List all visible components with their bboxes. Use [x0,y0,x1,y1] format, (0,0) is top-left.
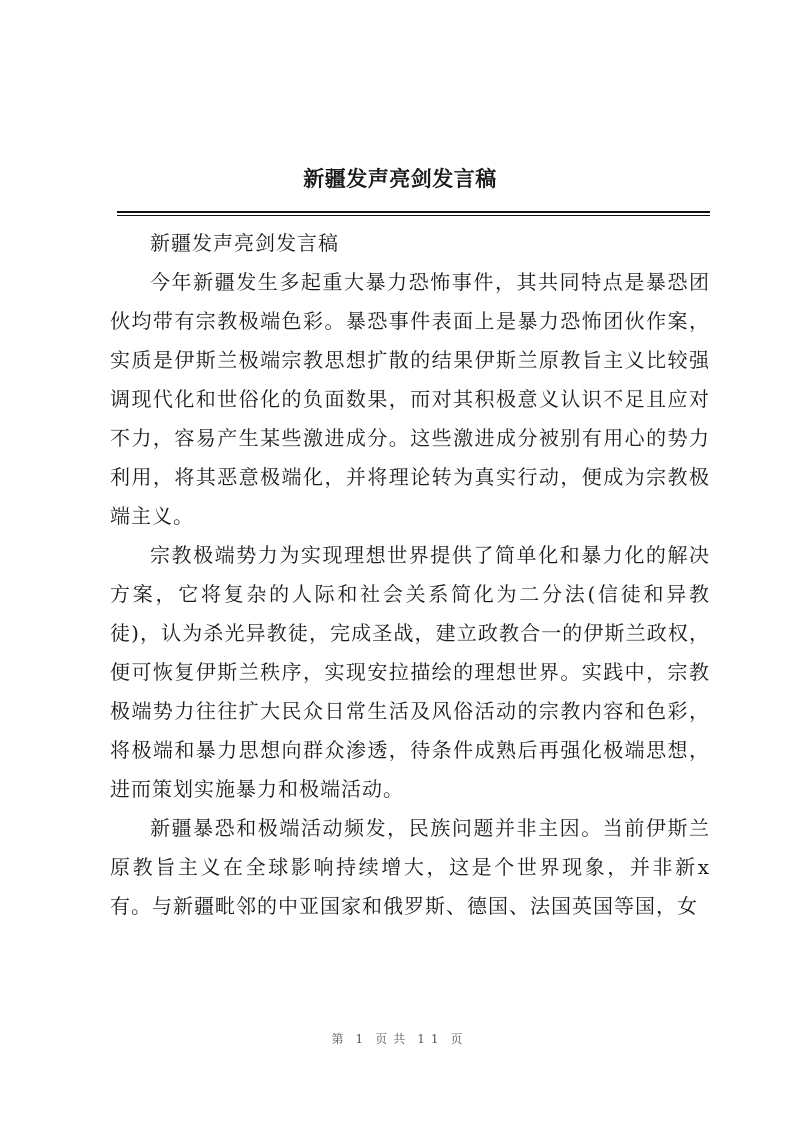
total-pages-number: 11 [417,1032,445,1046]
paragraph: 今年新疆发生多起重大暴力恐怖事件，其共同特点是暴恐团伙均带有宗教极端色彩。暴恐事件表面上是暴力恐怖团伙作案，实质是伊斯兰极端宗教思想扩散的结果伊斯兰原教旨主义比较强调现代化和世俗化的负面数果，而对其积极意义认识不足且应对不力，容易产生某些激进成分。这些激进成分被别有用心的势力利用，将其恶意极端化，并将理论转为真实行动，便成为宗教极端主义。 [110,270,710,528]
title-underline-thick [117,211,710,213]
paragraph: 新疆暴恐和极端活动频发，民族问题并非主因。当前伊斯兰原教旨主义在全球影响持续增大，这是个世界现象，并非新x有。与新疆毗邻的中亚国家和俄罗斯、德国、法国英国等国，女 [110,816,710,918]
paragraph: 宗教极端势力为实现理想世界提供了简单化和暴力化的解决方案，它将复杂的人际和社会关系简化为二分法(信徒和异教徒)，认为杀光异教徒，完成圣战，建立政教合一的伊斯兰政权，便可恢复伊斯兰秩序，实现安拉描绘的理想世界。实践中，宗教极端势力往往扩大民众日常生活及风俗活动的宗教内容和色彩，将极端和暴力思想向群众渗透，待条件成熟后再强化极端思想，进而策划实施暴力和极端活动。 [110,543,710,801]
page-label-mid: 页共 [375,1032,412,1046]
document-title: 新疆发声亮剑发言稿 [303,166,497,191]
current-page-number: 1 [355,1032,370,1046]
page-footer [0,1030,800,1047]
paragraph-subtitle: 新疆发声亮剑发言稿 [150,231,339,255]
title-underline-thin [117,215,710,216]
page-label-suffix: 页 [450,1032,469,1046]
document-body [110,224,710,926]
page-label-prefix: 第 [331,1032,350,1046]
